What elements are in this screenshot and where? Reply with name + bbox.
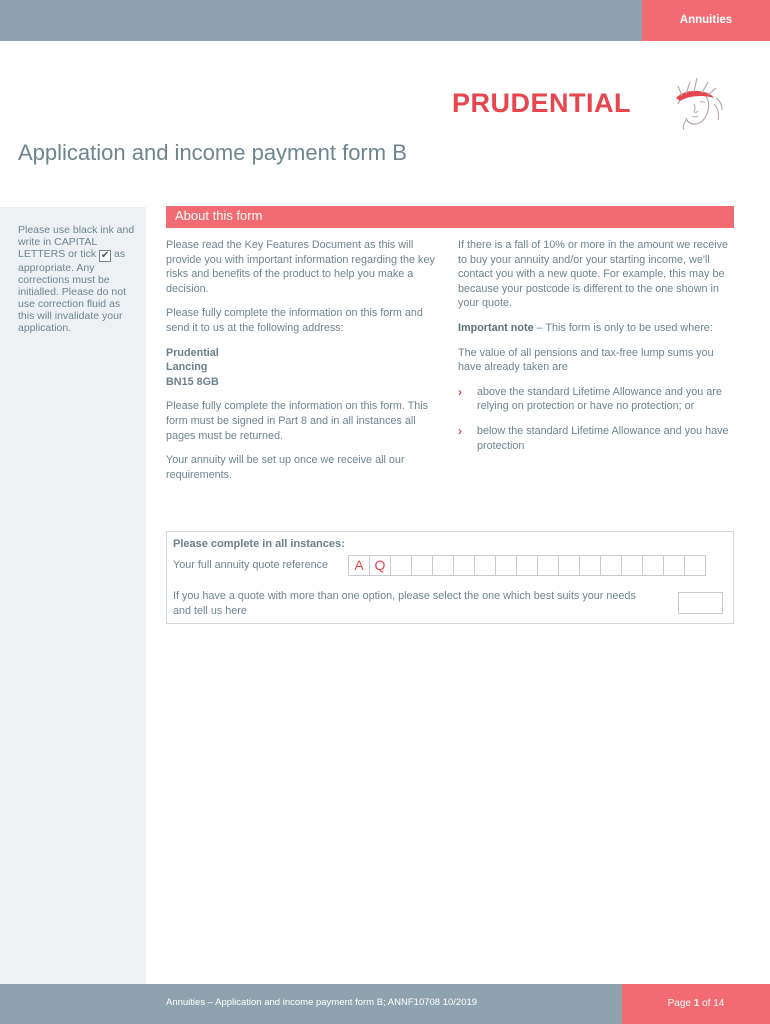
address-line: Prudential [166,346,219,359]
quote-digit-cell[interactable] [621,555,643,576]
quote-prefix-cell: A [348,555,370,576]
section-heading: About this form [175,208,263,223]
quote-digit-cell[interactable] [432,555,454,576]
important-text: – This form is only to be used where: [533,321,713,334]
send-instructions-paragraph: Please fully complete the information on this form and send it to us at the following address: [166,307,423,334]
page-current: 1 [693,998,700,1009]
quote-reference-box [166,531,734,624]
section-header [166,206,734,228]
bullet-text: below the standard Lifetime Allowance and you have protection [477,424,729,452]
quote-reference-input[interactable] [349,555,706,576]
right-column [458,238,734,463]
box-title: Please complete in all instances: [173,538,345,550]
tick-box-icon: ✔ [100,250,110,261]
prudential-logo [452,74,742,130]
quote-digit-cell[interactable] [411,555,433,576]
list-item [458,385,734,414]
postal-address [166,346,438,390]
key-features-paragraph: Please read the Key Features Document as this will provide you with important information regarding the key risks and benefits of the product to help you make a decision. [166,239,435,295]
page-prefix: Page [667,998,694,1009]
annuities-tab: Annuities [642,0,770,41]
quote-option-input[interactable] [678,592,723,614]
quote-digit-cell[interactable] [663,555,685,576]
bullet-text: above the standard Lifetime Allowance and you are relying on protection or have no protection; or [477,385,722,413]
address-line: BN15 8GB [166,375,219,388]
quote-change-paragraph: If there is a fall of 10% or more in the amount we receive to buy your annuity and/or your starting income, we'll contact you with a new quote. For example, this may be because your postcode is different to the one shown in your quote. [458,239,729,310]
important-label: Important note [458,321,534,334]
quote-option-text: If you have a quote with more than one option, please select the one which best suits your needs and tell us here [173,590,636,617]
quote-digit-cell[interactable] [537,555,559,576]
chevron-right-icon: › [458,384,462,399]
quote-digit-cell[interactable] [600,555,622,576]
quote-digit-cell[interactable] [453,555,475,576]
instructions-line-2: as appropriate. Any corrections must be initialled. Please do not use correction fluid as this will invalidate your application. [18,248,126,334]
footer-reference: Annuities – Application and income payment form B; ANNF10708 10/2019 [166,997,478,1008]
logo-wordmark: PRUDENTIAL [452,88,631,118]
footer [0,984,770,1024]
chevron-right-icon: › [458,423,462,438]
quote-digit-cell[interactable] [579,555,601,576]
quote-digit-cell[interactable] [495,555,517,576]
page-title: Application and income payment form B [18,140,407,165]
pensions-paragraph: The value of all pensions and tax-free lump sums you have already taken are [458,346,714,374]
list-item [458,424,734,453]
important-note [458,321,734,336]
signing-paragraph: Please fully complete the information on this form. This form must be signed in Part 8 and in all instances all pages must be returned. [166,400,429,442]
left-column [166,238,438,492]
quote-digit-cell[interactable] [684,555,706,576]
address-line: Lancing [166,361,208,374]
instructions-note [18,224,136,334]
page-total: 14 [713,998,725,1009]
page-indicator [622,984,770,1024]
quote-digit-cell[interactable] [390,555,412,576]
quote-digit-cell[interactable] [558,555,580,576]
page-separator: of [699,998,714,1009]
quote-digit-cell[interactable] [474,555,496,576]
prudence-head-icon [664,74,724,130]
instructions-line-1: Please use black ink and write in CAPITAL LETTERS or tick [18,224,135,260]
setup-paragraph: Your annuity will be set up once we receive all our requirements. [166,454,405,481]
quote-digit-cell[interactable] [516,555,538,576]
quote-digit-cell[interactable] [642,555,664,576]
top-bar [0,0,770,41]
quote-prefix-cell: Q [369,555,391,576]
quote-reference-label: Your full annuity quote reference [173,559,329,571]
